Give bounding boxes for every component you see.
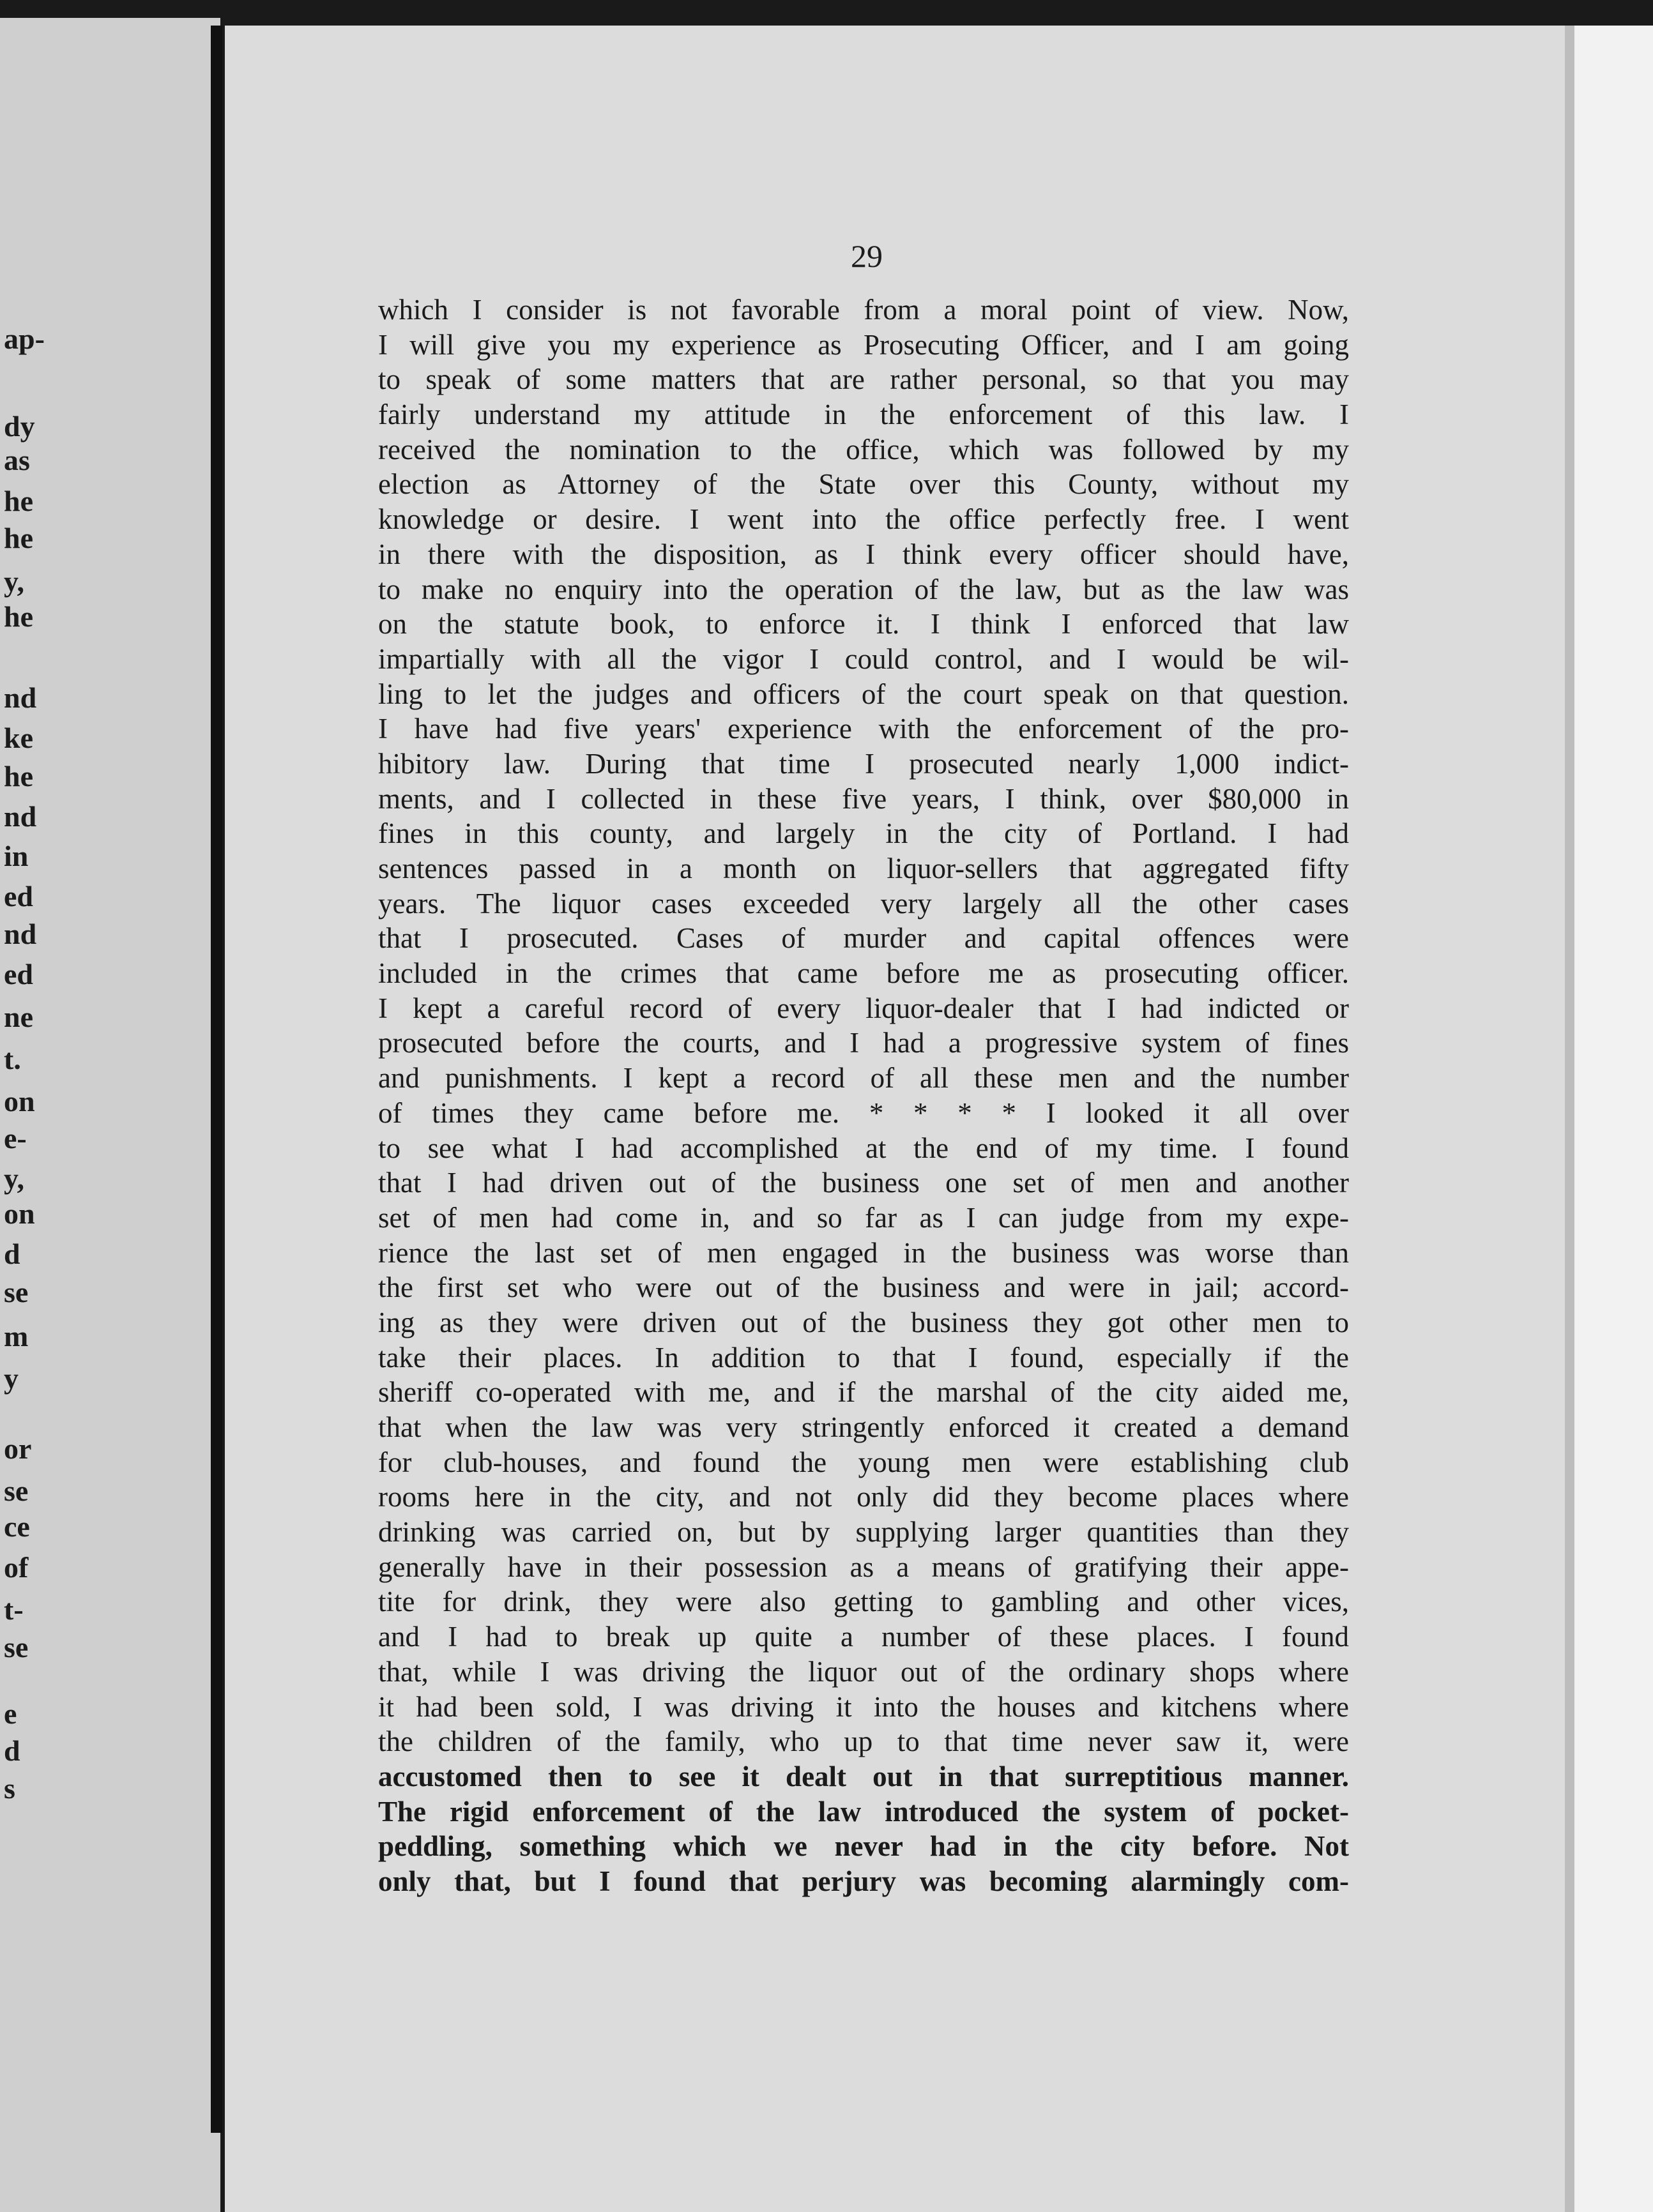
margin-fragment: or [4,1432,32,1465]
text-line: to see what I had accomplished at the end of my time. I found [378,1132,1349,1164]
text-line: election as Attorney of the State over this County, without my [378,468,1349,501]
margin-fragment: ed [4,880,33,913]
text-line: that, while I was driving the liquor out of the ordinary shops where [378,1655,1349,1688]
margin-fragment: m [4,1320,29,1352]
text-line: take their places. In addition to that I found, especially if the [378,1341,1349,1374]
text-line: rooms here in the city, and not only did they become places where [378,1481,1349,1513]
text-line: generally have in their possession as a means of gratifying their appe- [378,1550,1349,1583]
margin-fragment: se [4,1276,29,1308]
text-line: that I prosecuted. Cases of murder and capital offences were [378,922,1349,955]
text-line: sheriff co-operated with me, and if the marshal of the city aided me, [378,1376,1349,1409]
margin-fragment: t. [4,1043,21,1075]
text-line: years. The liquor cases exceeded very largely all the other cases [378,887,1349,920]
text-line: the children of the family, who up to that time never saw it, were [378,1725,1349,1758]
margin-fragment: s [4,1772,15,1805]
margin-fragment: se [4,1474,29,1507]
text-line: prosecuted before the courts, and I had a progressive system of fines [378,1027,1349,1059]
text-line: set of men had come in, and so far as I can judge from my expe- [378,1201,1349,1234]
body-text [378,292,1349,1899]
text-line: received the nomination to the office, which was followed by my [378,433,1349,466]
text-line: in there with the disposition, as I think every officer should have, [378,538,1349,570]
text-line: knowledge or desire. I went into the office perfectly free. I went [378,503,1349,536]
margin-fragment: d [4,1238,20,1270]
margin-fragment: in [4,840,29,872]
book-gutter [211,26,222,2133]
text-line: and I had to break up quite a number of these places. I found [378,1621,1349,1653]
margin-fragment: nd [4,681,37,714]
margin-fragment: ne [4,1001,33,1033]
text-line: impartially with all the vigor I could control, and I would be wil- [378,642,1349,675]
text-line: ments, and I collected in these five years, I think, over $80,000 in [378,782,1349,815]
text-line: it had been sold, I was driving it into the houses and kitchens where [378,1690,1349,1723]
page-edge [1574,26,1653,2212]
margin-fragment: e- [4,1122,27,1155]
margin-fragment: on [4,1085,35,1117]
text-line: hibitory law. During that time I prosecuted nearly 1,000 indict- [378,747,1349,780]
text-line: and punishments. I kept a record of all these men and the number [378,1062,1349,1095]
margin-fragment: as [4,444,30,476]
text-line: the first set who were out of the business and were in jail; accord- [378,1271,1349,1304]
text-line: only that, but I found that perjury was becoming alarmingly com- [378,1865,1349,1897]
margin-fragment: he [4,485,33,517]
text-line: for club-houses, and found the young men were establishing club [378,1446,1349,1478]
text-line: rience the last set of men engaged in the business was worse than [378,1236,1349,1269]
margin-fragment: e [4,1697,17,1730]
margin-fragment: ke [4,722,33,754]
left-page-margin-text [0,18,57,2212]
text-line: of times they came before me. * * * * I looked it all over [378,1096,1349,1129]
text-line: ling to let the judges and officers of the court speak on that question. [378,678,1349,710]
page-number: 29 [851,238,883,274]
left-page [0,18,220,2212]
text-line: I have had five years' experience with the enforcement of the pro- [378,713,1349,745]
text-line: The rigid enforcement of the law introduced the system of pocket- [378,1795,1349,1828]
text-line: drinking was carried on, but by supplying larger quantities than they [378,1516,1349,1549]
margin-fragment: he [4,600,33,633]
margin-fragment: dy [4,410,35,443]
margin-fragment: y, [4,1162,24,1195]
margin-fragment: y, [4,565,24,598]
text-line: that when the law was very stringently enforced it created a demand [378,1411,1349,1443]
margin-fragment: on [4,1197,35,1230]
margin-fragment: nd [4,800,37,833]
text-line: fines in this county, and largely in the city of Portland. I had [378,817,1349,850]
text-line: on the statute book, to enforce it. I think I enforced that law [378,608,1349,640]
text-line: to make no enquiry into the operation of the law, but as the law was [378,573,1349,605]
margin-fragment: of [4,1551,29,1584]
margin-fragment: ce [4,1510,30,1543]
margin-fragment: he [4,522,33,554]
text-line: I kept a careful record of every liquor-dealer that I had indicted or [378,992,1349,1024]
text-line: I will give you my experience as Prosecuting Officer, and I am going [378,328,1349,361]
text-line: to speak of some matters that are rather personal, so that you may [378,363,1349,396]
text-line: included in the crimes that came before me as prosecuting officer. [378,957,1349,990]
margin-fragment: he [4,760,33,792]
text-line: accustomed then to see it dealt out in that surreptitious manner. [378,1760,1349,1792]
margin-fragment: y [4,1362,19,1395]
text-line: that I had driven out of the business one set of men and another [378,1167,1349,1199]
margin-fragment: ed [4,958,33,990]
text-line: peddling, something which we never had in the city before. Not [378,1830,1349,1863]
text-line: sentences passed in a month on liquor-sellers that aggregated fifty [378,852,1349,884]
text-line: fairly understand my attitude in the enforcement of this law. I [378,398,1349,431]
margin-fragment: t- [4,1593,24,1626]
text-line: which I consider is not favorable from a moral point of view. Now, [378,294,1349,326]
margin-fragment: nd [4,918,37,950]
text-line: tite for drink, they were also getting to gambling and other vices, [378,1586,1349,1618]
margin-fragment: ap- [4,322,45,355]
margin-fragment: se [4,1631,29,1663]
text-line: ing as they were driven out of the business they got other men to [378,1306,1349,1338]
margin-fragment: d [4,1734,20,1767]
